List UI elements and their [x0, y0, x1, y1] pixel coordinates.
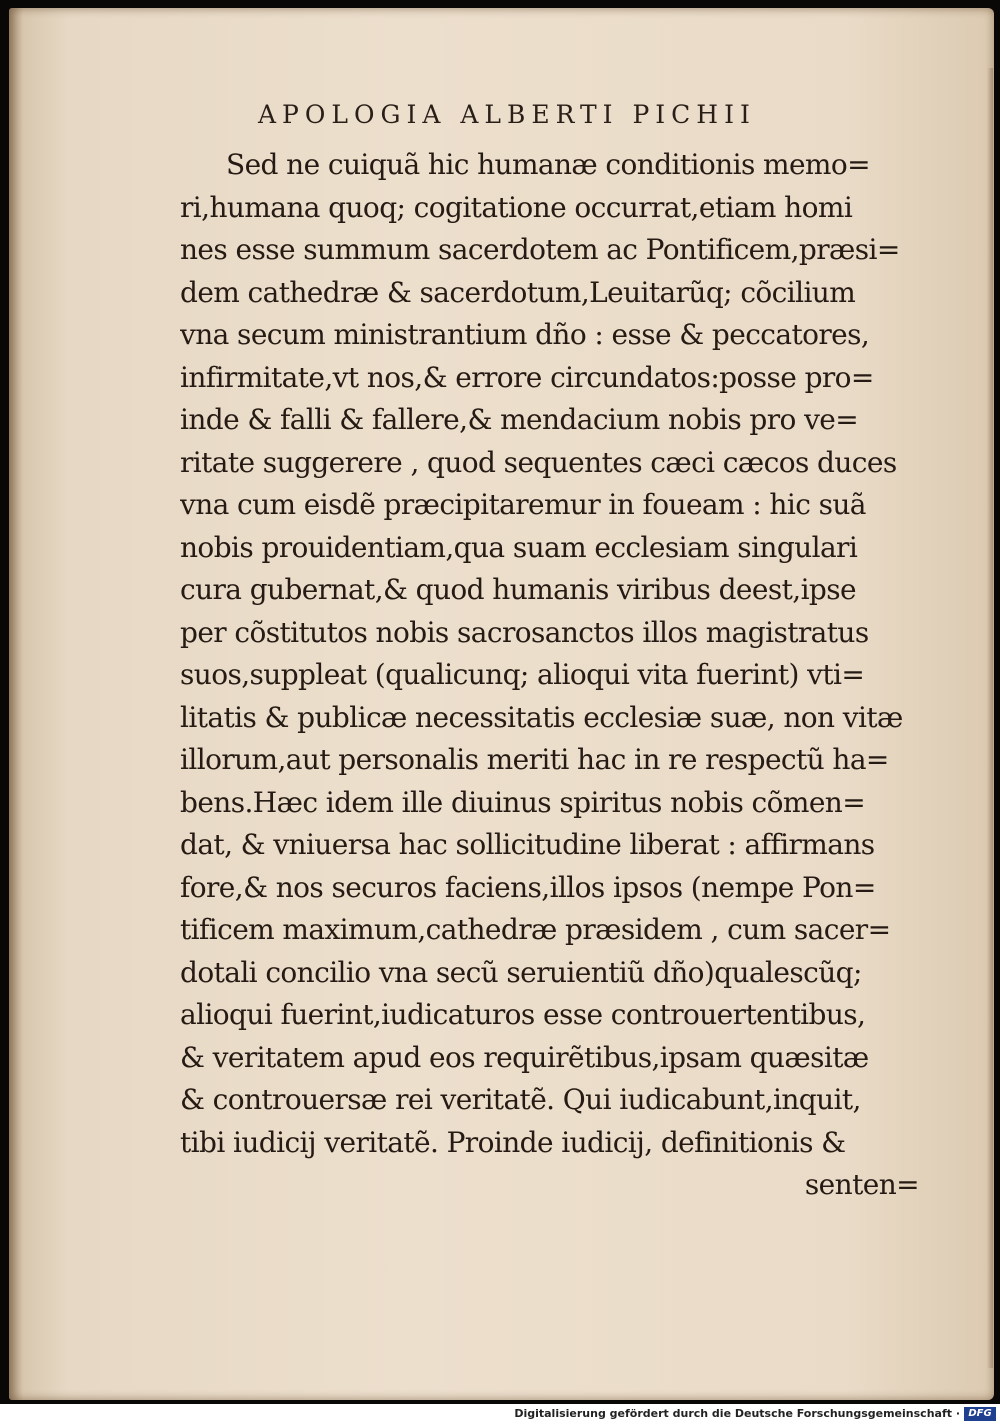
- text-line: dotali concilio vna secũ seruientiũ dño)qualescũq;: [180, 955, 862, 989]
- dfg-logo-icon: DFG: [964, 1407, 996, 1421]
- text-line: bens.Hæc idem ille diuinus spiritus nobis cõmen=: [180, 785, 866, 819]
- text-line: per cõstitutos nobis sacrosanctos illos magistratus: [180, 615, 869, 649]
- text-line: ri,humana quoq; cogitatione occurrat,etiam homi: [180, 190, 853, 224]
- text-line: nes esse summum sacerdotem ac Pontificem,præsi=: [180, 233, 900, 266]
- text-line: & controuersæ rei veritatẽ. Qui iudicabunt,inquit,: [180, 1083, 861, 1116]
- text-line: alioqui fuerint,iudicaturos esse controuertentibus,: [180, 998, 866, 1031]
- text-line: Sed ne cuiquã hic humanæ conditionis memo=: [226, 148, 870, 181]
- text-line: dat, & vniuersa hac sollicitudine liberat : affirmans: [180, 828, 875, 861]
- text-line: dem cathedræ & sacerdotum,Leuitarũq; cõcilium: [180, 275, 856, 309]
- text-line: nobis prouidentiam,qua suam ecclesiam singulari: [180, 530, 858, 564]
- text-line: vna cum eisdẽ præcipitaremur in foueam : hic suã: [180, 488, 866, 521]
- footer-bar: [0, 1404, 1000, 1424]
- text-line: fore,& nos securos faciens,illos ipsos (nempe Pon=: [180, 870, 876, 904]
- text-line: suos,suppleat (qualicunq; alioqui vita fuerint) vti=: [180, 658, 865, 691]
- text-line: inde & falli & fallere,& mendacium nobis pro ve=: [180, 403, 859, 436]
- text-line: tificem maximum,cathedræ præsidem , cum sacer=: [180, 913, 891, 946]
- text-line: vna secum ministrantium dño : esse & peccatores,: [180, 318, 870, 351]
- text-line: & veritatem apud eos requirẽtibus,ipsam quæsitæ: [180, 1040, 869, 1074]
- text-block: [180, 144, 925, 1207]
- text-line: ritate suggerere , quod sequentes cæci cæcos duces: [180, 445, 897, 479]
- text-line: tibi iudicij veritatẽ. Proinde iudicij, definitionis &: [180, 1125, 846, 1159]
- text-line: illorum,aut personalis meriti hac in re respectũ ha=: [180, 743, 889, 776]
- text-line: litatis & publicæ necessitatis ecclesiæ suæ, non vitæ: [180, 700, 903, 734]
- page-edge: [987, 68, 993, 1368]
- dfg-credit: Digitalisierung gefördert durch die Deutsche Forschungsgemeinschaft ·: [514, 1407, 960, 1420]
- text-line: cura gubernat,& quod humanis viribus deest,ipse: [180, 573, 856, 606]
- catchword: senten=: [804, 1168, 919, 1201]
- text-line: infirmitate,vt nos,& errore circundatos:posse pro=: [180, 360, 874, 394]
- running-head: APOLOGIA ALBERTI PICHII: [258, 100, 756, 129]
